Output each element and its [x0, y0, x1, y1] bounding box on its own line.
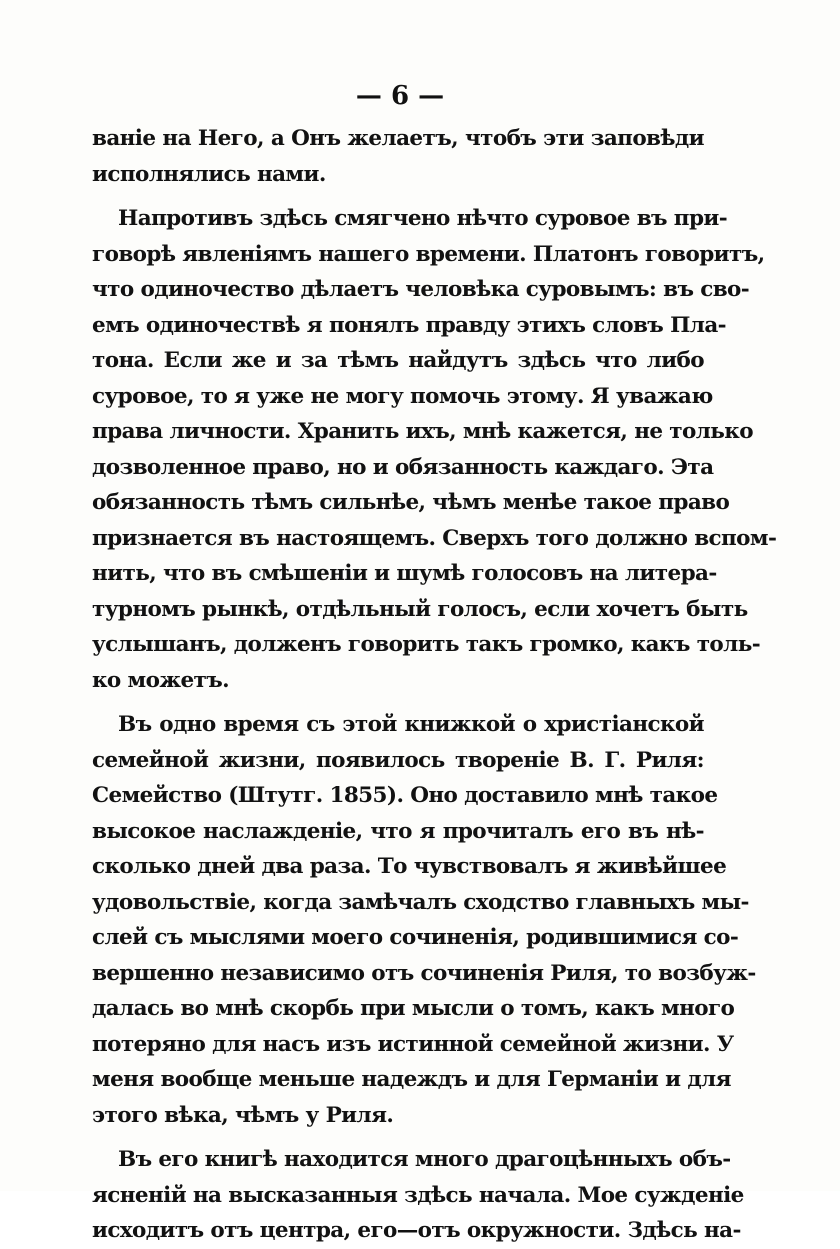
text-line: ко можетъ. [92, 667, 230, 693]
text-line: что одиночество дѣлаетъ человѣка суровымъ: въ сво- [92, 277, 750, 302]
text-line: признается въ настоящемъ. Сверхъ того должно вспом- [92, 525, 777, 551]
text-line: ясненій на высказанныя здѣсь начала. Мое сужденіе [92, 1182, 744, 1208]
text-line: ваніе на Него, а Онъ желаетъ, чтобъ эти заповѣди [92, 126, 704, 151]
text-line: потеряно для насъ изъ истинной семейной жизни. У [92, 1031, 734, 1057]
text-line: права личности. Хранить ихъ, мнѣ кажется, не только [92, 419, 753, 444]
paragraph [92, 121, 704, 192]
body-text [92, 121, 777, 1249]
text-line: этого вѣка, чѣмъ у Риля. [92, 1102, 394, 1128]
text-line: Семейство (Штутг. 1855). Оно доставило мнѣ такое [92, 783, 718, 808]
text-line: меня вообще меньше надеждъ и для Германіи и для [92, 1067, 731, 1092]
text-line: Въ одно время съ этой книжкой о христіанской [118, 712, 704, 737]
text-line: далась во мнѣ скорбь при мысли о томъ, какъ много [92, 996, 735, 1021]
text-line: семейной жизни, появилось твореніе В. Г. Риля: [92, 747, 704, 773]
paragraph [92, 1142, 744, 1249]
text-line: турномъ рынкѣ, отдѣльный голосъ, если хочетъ быть [92, 596, 748, 622]
page-number: — 6 — [355, 81, 445, 111]
text-line: исходитъ отъ центра, его—отъ окружности. Здѣсь на- [92, 1218, 741, 1243]
text-line: сколько дней два раза. То чувствовалъ я живѣйшее [92, 854, 727, 879]
text-line: говорѣ явленіямъ нашего времени. Платонъ говоритъ, [92, 241, 765, 267]
text-line: емъ одиночествѣ я понялъ правду этихъ словъ Пла- [92, 312, 726, 338]
text-line: высокое наслажденіе, что я прочиталъ его въ нѣ- [92, 818, 704, 844]
paragraph [92, 707, 756, 1133]
paragraph [92, 201, 777, 698]
text-line: Въ его книгѣ находится много драгоцѣнныхъ объ- [118, 1147, 731, 1172]
text-line: слей съ мыслями моего сочиненія, родившимися со- [92, 925, 739, 950]
text-line: тона. Если же и за тѣмъ найдутъ здѣсь что либо [92, 348, 704, 373]
text-line: Напротивъ здѣсь смягчено нѣчто суровое въ при- [118, 206, 728, 231]
text-line: удовольствіе, когда замѣчалъ сходство главныхъ мы- [92, 889, 749, 915]
text-line: нить, что въ смѣшеніи и шумѣ голосовъ на литера- [92, 561, 717, 586]
text-line: исполнялись нами. [92, 161, 326, 187]
text-line: дозволенное право, но и обязанность каждаго. Эта [92, 454, 714, 480]
text-line: услышанъ, долженъ говорить такъ громко, какъ толь- [92, 632, 761, 657]
text-line: обязанность тѣмъ сильнѣе, чѣмъ менѣе такое право [92, 490, 730, 515]
text-line: вершенно независимо отъ сочиненія Риля, то возбуж- [92, 960, 756, 986]
text-line: суровое, то я уже не могу помочь этому. Я уважаю [92, 383, 713, 409]
